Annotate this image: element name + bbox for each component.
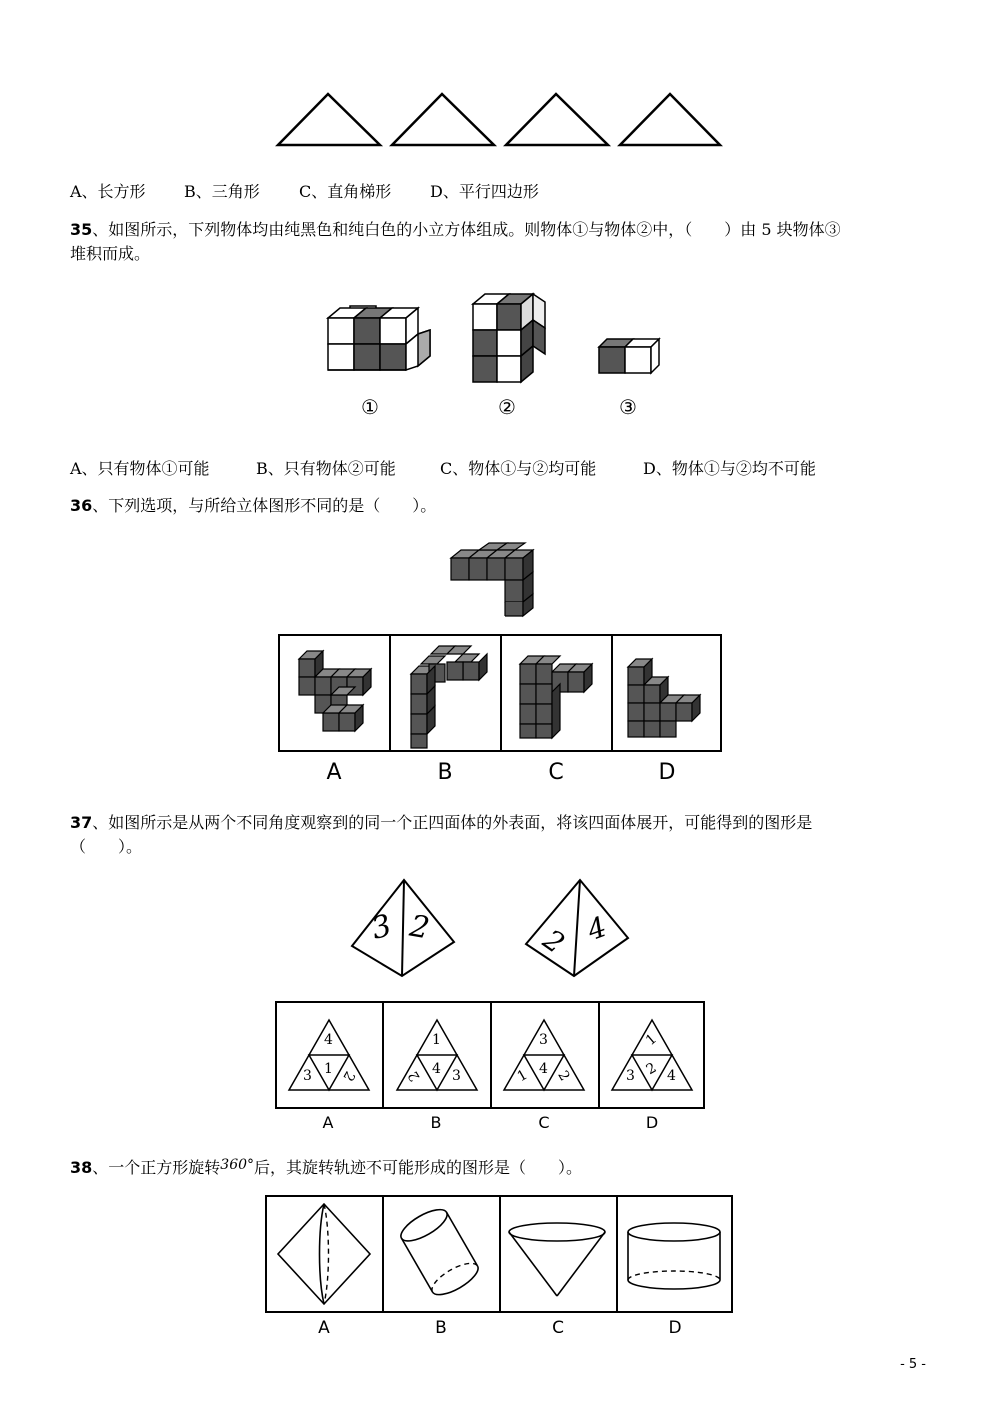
q35-number: 35 (70, 220, 93, 239)
q38-option-a-double-cone[interactable] (272, 1200, 376, 1308)
q35-option-b: B、只有物体②可能 (256, 459, 396, 478)
q36-number: 36 (70, 496, 93, 515)
q38-number: 38 (70, 1158, 93, 1177)
q35-object-2 (465, 288, 555, 388)
q36-option-d-solid[interactable] (622, 655, 714, 741)
q38-choice-a[interactable]: A (318, 1318, 330, 1338)
q35-object-1 (320, 300, 435, 390)
q36-choice-d[interactable]: D (658, 760, 676, 785)
q36-option-c-solid[interactable] (512, 650, 604, 742)
q37-net-a[interactable] (287, 1018, 371, 1094)
q37-view2-face-right: 4 (582, 909, 611, 948)
q35-question-line2: 堆积而成。 (70, 244, 151, 263)
q37-net-b-right: 3 (452, 1068, 461, 1084)
q35-option-a: A、只有物体①可能 (70, 459, 210, 478)
q37-net-a-center: 1 (324, 1061, 333, 1077)
q38-option-c-cone[interactable] (505, 1220, 609, 1300)
q38-angle: 360° (220, 1157, 255, 1173)
q37-tetra-view-2 (522, 876, 632, 980)
page-number: - 5 - (900, 1357, 926, 1372)
q38-text-after: 后，其旋转轨迹不可能形成的图形是（ ）。 (254, 1158, 583, 1177)
q37-tetra-view-1 (348, 876, 458, 980)
q34-option-c: C、直角梯形 (299, 182, 392, 201)
q37-view1-face-right: 2 (407, 908, 432, 947)
q35-option-d: D、物体①与②均不可能 (643, 459, 816, 478)
q37-net-c-right: 2 (554, 1068, 573, 1084)
q37-net-c-center: 4 (539, 1061, 548, 1077)
q36-choice-b[interactable]: B (437, 760, 453, 785)
q36-question (70, 494, 436, 518)
q37-net-b-center: 4 (432, 1061, 441, 1077)
q38-option-b-cylinder[interactable] (390, 1203, 490, 1303)
q37-choice-d[interactable]: D (645, 1113, 659, 1132)
q37-choice-b[interactable]: B (430, 1113, 442, 1132)
q37-net-d-left: 3 (626, 1068, 635, 1084)
q36-choice-c[interactable]: C (548, 760, 564, 785)
q37-net-a-left: 3 (303, 1068, 312, 1084)
q37-net-a-top: 4 (324, 1032, 333, 1048)
q36-option-a-solid[interactable] (295, 645, 385, 745)
q37-number: 37 (70, 813, 93, 832)
q35-object-3 (595, 333, 667, 379)
q37-net-c-left: 1 (514, 1066, 531, 1086)
q36-option-b-solid[interactable] (403, 640, 493, 752)
q37-net-b-top: 1 (432, 1032, 441, 1048)
q38-choice-d[interactable]: D (668, 1318, 682, 1338)
q37-choice-c[interactable]: C (538, 1113, 550, 1132)
q38-option-d-cylinder[interactable] (622, 1218, 726, 1298)
q38-choice-c[interactable]: C (552, 1318, 564, 1338)
q37-text: 、如图所示是从两个不同角度观察到的同一个正四面体的外表面，将该四面体展开，可能得到的图形是 (92, 813, 813, 832)
q35-text: 、如图所示，下列物体均由纯黑色和纯白色的小立方体组成。则物体①与物体②中，（ ）由 5 块物体③ (92, 220, 841, 239)
q36-reference-solid (445, 540, 555, 620)
q35-question-line1 (70, 218, 841, 242)
q37-net-d-right: 4 (667, 1068, 676, 1084)
q37-question-line1 (70, 811, 812, 835)
q37-net-a-right: 2 (339, 1068, 358, 1084)
q35-label-2: ② (498, 395, 516, 419)
q37-net-d-center: 2 (643, 1059, 660, 1079)
q37-net-c-top: 3 (539, 1032, 548, 1048)
q37-question-line2: （ ）。 (70, 837, 143, 856)
q37-net-c[interactable] (502, 1018, 586, 1094)
q38-text-before: 、一个正方形旋转 (92, 1158, 221, 1177)
q35-option-c: C、物体①与②均可能 (440, 459, 597, 478)
q37-net-d[interactable] (610, 1018, 694, 1094)
q36-choice-a[interactable]: A (326, 760, 342, 785)
q34-option-d: D、平行四边形 (430, 182, 539, 201)
q37-view2-face-left: 2 (537, 922, 571, 961)
q35-label-1: ① (361, 395, 379, 419)
q37-net-b-left: 2 (405, 1068, 424, 1084)
q35-label-3: ③ (619, 395, 637, 419)
q37-net-b[interactable] (395, 1018, 479, 1094)
q34-option-a: A、长方形 (70, 182, 146, 201)
q37-choice-a[interactable]: A (322, 1113, 334, 1132)
q37-view1-face-left: 3 (367, 908, 396, 947)
q38-choice-b[interactable]: B (435, 1318, 447, 1338)
q34-triangles-figure (270, 88, 730, 154)
q38-question (70, 1153, 582, 1180)
q36-text: 、下列选项，与所给立体图形不同的是（ ）。 (92, 496, 437, 515)
q34-option-b: B、三角形 (184, 182, 260, 201)
q37-net-d-top: 1 (642, 1031, 661, 1049)
